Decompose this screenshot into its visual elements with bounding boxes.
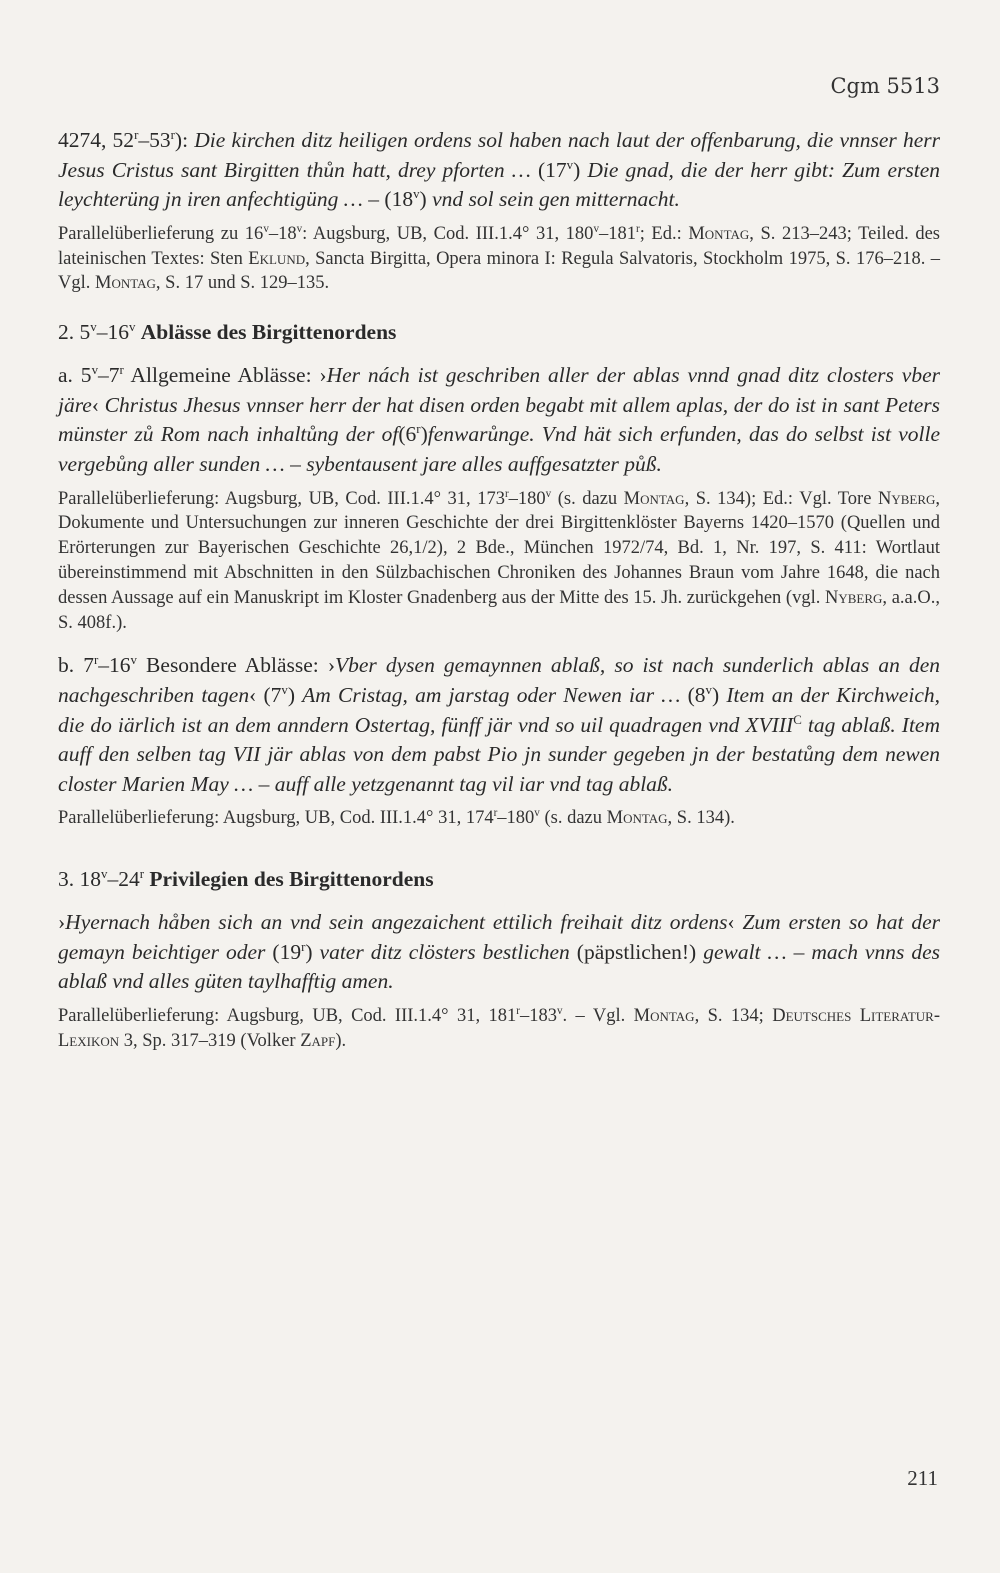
folio-sup: r [516, 1004, 520, 1017]
folio-sup: r [93, 653, 99, 668]
folio-sup: v [534, 807, 540, 820]
folio-sup: v [90, 320, 97, 335]
text: Parallelüberlieferung: Augsburg, UB, Cod. III.1.4° 31, 181 [58, 1005, 517, 1026]
author-name: Eklund [248, 248, 306, 269]
section-number: –16 [96, 320, 129, 345]
paragraph-3 [58, 908, 940, 997]
folio-sup: v [263, 222, 269, 235]
folio-sup: v [128, 320, 136, 335]
running-header: Cgm 5513 [830, 74, 940, 98]
folio-sup: r [635, 222, 640, 235]
author-name: Montag [633, 1005, 695, 1026]
text: (6 [398, 422, 417, 447]
text: –181 [598, 223, 636, 244]
text: –16 [98, 653, 131, 678]
quote: auff alle yetzgenannt tag vil iar vnd tag ablaß. [274, 771, 674, 796]
paragraph-b-source-note [58, 806, 940, 831]
text: 4274, 52 [58, 128, 135, 152]
paragraph-b [58, 651, 940, 799]
quote: mach vnns des ablaß vnd alles güten taylhafftig amen. [58, 939, 940, 994]
section-number: 2. 5 [58, 320, 91, 345]
folio-sup: v [101, 866, 108, 881]
numeral-sup: C [793, 712, 802, 727]
folio-sup: r [170, 127, 175, 142]
text: ) [573, 157, 588, 182]
text: ) [420, 422, 428, 447]
quote: Hyernach håben sich an vnd sein angezaichent ettilich freihait ditz ordens [65, 910, 728, 935]
text: : Augsburg, UB, Cod. III.1.4° 31, 180 [302, 223, 594, 244]
quote: Zum ersten so hat der gemayn beichtiger oder [58, 910, 940, 964]
text: – [284, 451, 307, 476]
section-title: Privilegien des Birgittenordens [149, 867, 434, 892]
text: , Sancta Birgitta, Opera minora I: Regula Salvatoris, Stockholm 1975, S. 176–218. – Vgl. [58, 248, 940, 294]
text: (päpstlichen!) [569, 939, 704, 964]
text: , Dokumente und Untersuchungen zur inneren Geschichte der drei Birgittenklöster Bayerns 1420–1570 (Quellen und Erörterungen zur Bayerischen Geschichte 26,1/2), 2 Bde., München 1972/74, Bd. 1, Nr. 197, S. 411: Wortlaut übereinstimmend mit Abschnitten in den Sülzbachischen Chroniken des Johannes Braun vom Jahre 1648, die nach dessen Aussage auf ein Manuskript im Kloster Gnadenberg aus der Mitte des 15. Jh. zurückgehen (vgl. [58, 488, 940, 608]
quote: vater ditz clösters bestlichen [319, 939, 570, 964]
quote: tag ablaß. Item auff den selben tag VII jär ablas von dem pabst Pio jn sunder gegeben jn der bestatůng dem newen closter Marien May … [58, 712, 940, 796]
text: (8 [680, 682, 706, 707]
text: – [253, 771, 275, 796]
text: –18 [268, 223, 297, 244]
reference-title: Deutsches Literatur-Lexikon [58, 1005, 941, 1051]
author-name: Nyberg [877, 488, 936, 509]
section-3-heading [58, 865, 940, 894]
quote: vnd sol sein gen mitternacht. [432, 187, 680, 212]
text: Parallelüberlieferung: Augsburg, UB, Cod. III.1.4° 31, 173 [58, 488, 505, 509]
page-number: 211 [907, 1466, 938, 1490]
section-number: –24 [107, 867, 140, 892]
author-name: Zapf [300, 1030, 336, 1051]
folio-sup: r [493, 807, 498, 820]
intro-source-note [58, 222, 940, 296]
quote: gewalt … [703, 939, 787, 964]
folio-sup: v [281, 682, 288, 697]
section-2-heading [58, 318, 940, 347]
text: (s. dazu [539, 808, 607, 829]
folio-sup: v [296, 222, 303, 235]
quote: Die kirchen ditz heiligen ordens sol haben nach laut der offenbarung, die vnnser herr Jesus Cristus sant Birgitten thůn hatt, drey pforten … [58, 128, 941, 182]
text: –53 [138, 128, 171, 152]
folio-sup: r [416, 422, 421, 437]
paragraph-a [58, 361, 940, 479]
text: ) [305, 939, 320, 964]
text: Allgemeine Ablässe: › [123, 363, 327, 388]
quote: Item an der Kirchweich, die do iärlich ist an dem anndern Ostertag, fünff jär vnd so uil quadragen vnd XVIII [58, 682, 940, 737]
text: › [58, 910, 66, 935]
quote: fenwarůnge. Vnd hät sich erfunden, das do selbst ist volle vergebůng aller sunden … [58, 422, 940, 476]
folio-sup: r [134, 127, 139, 142]
folio-sup: r [119, 363, 124, 378]
text: ‹ [91, 392, 105, 417]
folio-sup: v [130, 653, 137, 668]
text: –7 [98, 363, 120, 388]
text: ) [419, 187, 433, 212]
folio-sup: v [566, 157, 574, 172]
author-name: Montag [606, 808, 668, 829]
text: – [786, 939, 812, 964]
quote: Die gnad, die der herr gibt: Zum ersten leychterüng jn iren anfechtigüng … [58, 157, 940, 212]
text: b. 7 [58, 653, 94, 678]
text: Parallelüberlieferung zu 16 [58, 223, 264, 244]
text: ). [335, 1030, 347, 1051]
folio-sup: v [91, 363, 99, 378]
quote: sybentausent jare alles auffgesatzter půß. [306, 451, 662, 476]
text: (19 [265, 939, 302, 964]
text: ) [711, 682, 727, 707]
text: – (18 [362, 187, 414, 212]
text: . – Vgl. [562, 1005, 634, 1026]
text: ): [174, 128, 195, 152]
text: Parallelüberlieferung: Augsburg, UB, Cod. III.1.4° 31, 174 [58, 808, 494, 829]
text: (s. dazu [551, 488, 624, 509]
section-number: 3. 18 [58, 867, 101, 892]
text: –180 [508, 488, 546, 509]
text: ‹ (7 [249, 682, 282, 707]
folio-sup: r [139, 866, 144, 881]
folio-sup: r [504, 487, 509, 500]
text: ; Ed.: [639, 223, 689, 244]
page-content [58, 126, 940, 1053]
text: a. 5 [58, 363, 92, 388]
text: 3, Sp. 317–319 (Volker [119, 1030, 301, 1051]
author-name: Montag [95, 273, 156, 294]
text: ) [287, 682, 303, 707]
author-name: Nyberg [825, 587, 883, 608]
folio-sup: r [301, 939, 306, 954]
author-name: Montag [623, 488, 685, 509]
text: , S. 134); Ed.: Vgl. Tore [684, 488, 878, 509]
quote: Vber dysen gemaynnen ablaß, so ist nach sunderlich ablas an den nachgeschriben tagen [58, 653, 941, 707]
intro-paragraph [58, 126, 940, 215]
text: –183 [519, 1005, 557, 1026]
text: ‹ [727, 910, 743, 935]
folio-sup: v [556, 1004, 563, 1017]
folio-sup: v [593, 222, 599, 235]
paragraph-3-source-note [58, 1004, 940, 1054]
folio-sup: v [413, 187, 420, 202]
folio-sup: v [705, 682, 712, 697]
text: , S. 213–243; Teiled. des lateinischen Textes: Sten [58, 223, 940, 269]
quote: Christus Jhesus vnnser herr der hat disen orden begabt mit allem aplas, der do ist in sant Peters münster zů Rom nach inhaltůng der of [58, 392, 940, 447]
text: Besondere Ablässe: › [136, 653, 335, 678]
text: , S. 134; [694, 1005, 773, 1026]
text: (17 [530, 157, 567, 182]
text: , S. 134). [667, 808, 735, 829]
quote: Am Cristag, am jarstag oder Newen iar … [302, 682, 681, 707]
folio-sup: v [545, 487, 552, 500]
paragraph-a-source-note [58, 487, 940, 636]
section-title: Ablässe des Birgittenordens [140, 320, 397, 345]
text: , S. 17 und S. 129–135. [155, 273, 330, 294]
text: , a.a.O., S. 408f.). [58, 587, 940, 633]
text: –180 [497, 808, 535, 829]
author-name: Montag [688, 223, 750, 244]
quote: Her nách ist geschriben aller der ablas vnnd gnad ditz closters vber järe [58, 363, 940, 417]
